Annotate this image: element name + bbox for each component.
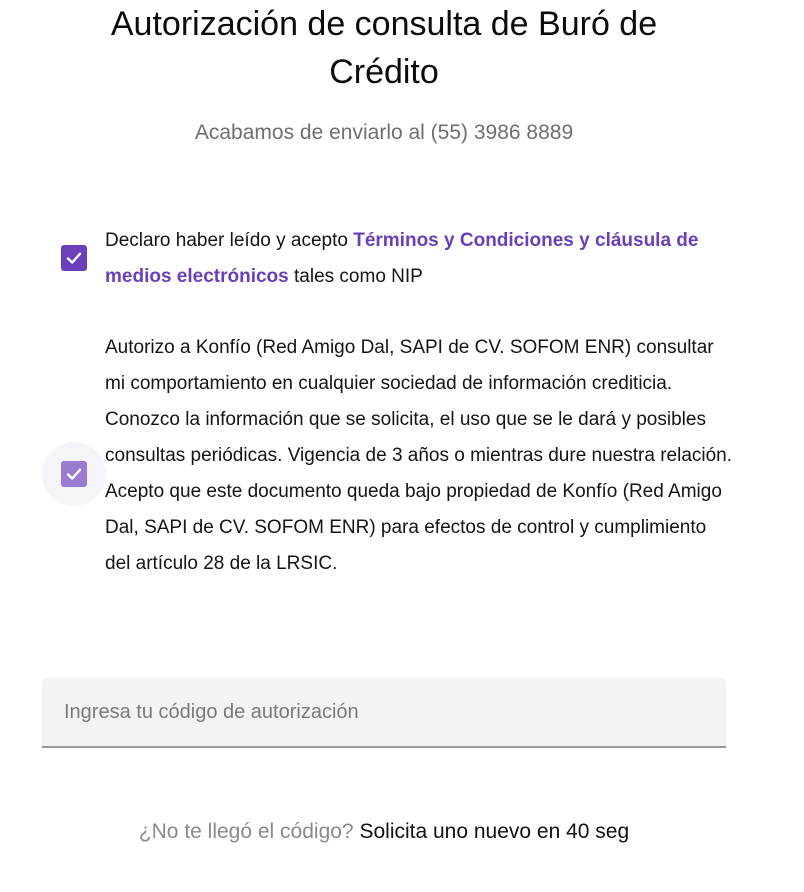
terms-checkbox[interactable] — [61, 245, 87, 271]
phone-sent-subtitle: Acabamos de enviarlo al (55) 3986 8889 — [194, 121, 574, 144]
authorization-code-field[interactable] — [42, 678, 726, 748]
terms-text — [105, 223, 735, 295]
resend-question: ¿No te llegó el código? — [138, 820, 354, 843]
terms-conditions-link[interactable]: Términos y Condiciones y cláusula de medios electrónicos — [105, 230, 699, 287]
consent-terms-row — [42, 226, 742, 298]
resend-countdown: Solicita uno nuevo en 40 seg — [359, 820, 630, 843]
authorization-code-input[interactable] — [42, 678, 726, 746]
bureau-checkbox-wrap — [42, 442, 106, 506]
consent-credit-bureau-row — [42, 330, 742, 620]
bureau-authorization-checkbox[interactable] — [61, 461, 87, 487]
checkmark-icon — [65, 249, 83, 267]
terms-prefix: Declaro haber leído y acepto — [105, 230, 354, 251]
terms-suffix: tales como NIP — [288, 266, 423, 287]
page-title: Autorización de consulta de Buró de Crédito — [110, 5, 658, 91]
bureau-authorization-text: Autorizo a Konfío (Red Amigo Dal, SAPI de CV. SOFOM ENR) consultar mi comportamiento en cualquier sociedad de información crediticia. Conozco la información que se solicita, el uso que se le dará y posibles consultas periódicas. Vigencia de 3 años o mientras dure nuestra relación. Acepto que este documento queda bajo propiedad de Konfío (Red Amigo Dal, SAPI de CV. SOFOM ENR) para efectos de control y cumplimiento del artículo 28 de la LRSIC. — [105, 337, 733, 574]
checkmark-icon — [65, 465, 83, 483]
terms-checkbox-wrap — [42, 226, 106, 290]
resend-code-row — [60, 816, 708, 848]
